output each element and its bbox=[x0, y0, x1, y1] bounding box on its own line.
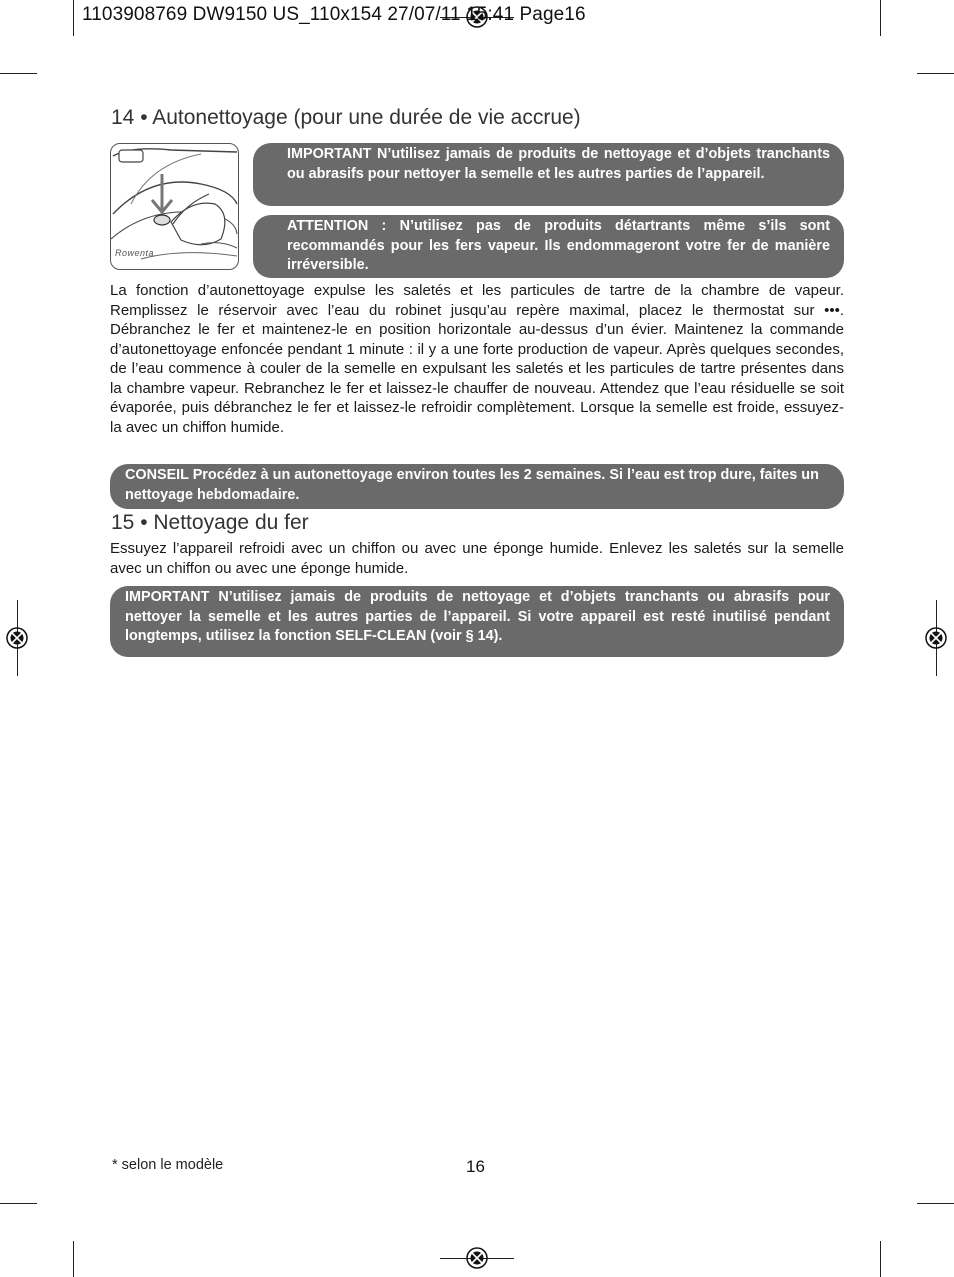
section-15-title: 15 • Nettoyage du fer bbox=[111, 511, 309, 534]
attention-note bbox=[253, 215, 844, 278]
crop-mark bbox=[73, 0, 74, 36]
crop-mark bbox=[0, 73, 37, 74]
important-note-text: IMPORTANT N’utilisez jamais de produits de nettoyage et d’objets tranchants ou abrasifs pour nettoyer la semelle et les autres parties de l’appareil. bbox=[287, 146, 830, 182]
important-note bbox=[253, 143, 844, 206]
crop-mark bbox=[0, 1203, 37, 1204]
crop-mark bbox=[917, 1203, 954, 1204]
self-clean-illustration bbox=[110, 143, 239, 270]
crop-mark bbox=[917, 73, 954, 74]
registration-mark-icon bbox=[919, 621, 953, 655]
conseil-note-text: CONSEIL Procédez à un autonettoyage environ toutes les 2 semaines. Si l’eau est trop dure, faites un nettoyage hebdomadaire. bbox=[125, 467, 819, 503]
important-note-2-text: IMPORTANT N’utilisez jamais de produits de nettoyage et d’objets tranchants ou abrasifs pour nettoyer la semelle et les autres parties de l’appareil. Si votre appareil est resté inutilisé pendant longtemps, utilisez la fonction SELF-CLEAN (voir § 14). bbox=[125, 589, 830, 644]
attention-note-text: ATTENTION : N’utilisez pas de produits détartrants même s’ils sont recommandés pour les fers vapeur. Ils endommageront votre fer de manière irréversible. bbox=[287, 218, 830, 273]
page-number: 16 bbox=[466, 1157, 485, 1176]
section-15-body: Essuyez l’appareil refroidi avec un chiffon ou avec une éponge humide. Enlevez les saletés sur la semelle avec un chiffon ou avec une éponge humide. bbox=[110, 540, 844, 577]
registration-mark-icon bbox=[460, 1241, 494, 1275]
important-note-2 bbox=[110, 586, 844, 657]
crop-mark bbox=[73, 1241, 74, 1277]
crop-mark bbox=[880, 1241, 881, 1277]
footnote: * selon le modèle bbox=[112, 1157, 224, 1173]
conseil-note bbox=[110, 464, 844, 509]
crop-mark bbox=[880, 0, 881, 36]
section-14-body: La fonction d’autonettoyage expulse les saletés et les particules de tartre de la chambre de vapeur. Remplissez le réservoir avec l’eau du robinet jusqu’au repère maximal, placez le thermostat sur •••. Débranchez le fer et maintenez-le en position horizontale au-dessus d’un évier. Maintenez la commande d’autonettoyage enfoncée pendant 1 minute : il y a une forte production de vapeur. Après quelques secondes, de l’eau commence à couler de la semelle en expulsant les saletés et les particules de tartre présentes dans la chambre vapeur. Rebranchez le fer et laissez-le chauffer de nouveau. Attendez que l’eau résiduelle se soit évaporée, puis débranchez le fer et laissez-le refroidir complètement. Lorsque la semelle est froide, essuyez-la avec un chiffon humide. bbox=[110, 282, 844, 436]
brand-logo: Rowenta bbox=[115, 248, 155, 258]
registration-mark-icon bbox=[0, 621, 34, 655]
print-slug: 1103908769 DW9150 US_110x154 27/07/11 15:41 Page16 bbox=[82, 4, 586, 25]
section-14-title: 14 • Autonettoyage (pour une durée de vie accrue) bbox=[111, 106, 581, 129]
